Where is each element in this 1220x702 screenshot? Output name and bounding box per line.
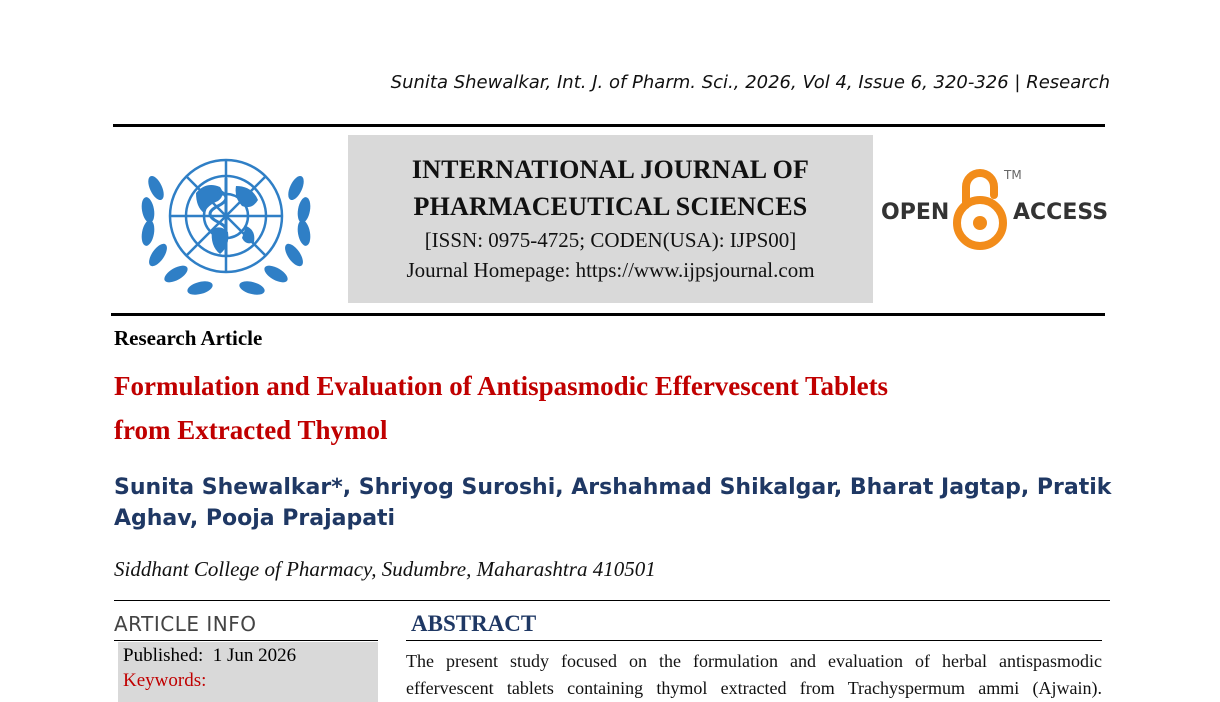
article-title-line2: from Extracted Thymol [114, 415, 388, 445]
journal-title-line2: PHARMACEUTICAL SCIENCES [413, 192, 808, 221]
article-info-rule [114, 640, 378, 641]
affiliation: Siddhant College of Pharmacy, Sudumbre, Maharashtra 410501 [114, 557, 656, 581]
abstract-line2: effervescent tablets containing thymol extracted from Trachyspermum ammi (Ajwain). [406, 678, 1102, 698]
authors-line1: Sunita Shewalkar*, Shriyog Suroshi, Arshahmad Shikalgar, Bharat Jagtap, Pratik [114, 475, 1112, 500]
published-date: 1 Jun 2026 [212, 645, 297, 666]
published-label: Published: [123, 645, 204, 666]
article-title [114, 364, 1104, 452]
header-rule-top [113, 124, 1105, 127]
published-row [123, 645, 296, 667]
citation-header: Sunita Shewalkar, Int. J. of Pharm. Sci., 2026, Vol 4, Issue 6, 320-326 | Research [390, 72, 1110, 93]
abstract-body [406, 648, 1102, 702]
open-access-lock-icon [952, 165, 1008, 256]
journal-homepage-link[interactable]: Journal Homepage: https://www.ijpsjournal.com [406, 258, 815, 282]
journal-title-box [348, 135, 873, 303]
open-access-trademark: TM [1004, 168, 1022, 182]
un-emblem-logo [126, 138, 326, 306]
abstract-line1: The present study focused on the formulation and evaluation of herbal antispasmodic [406, 651, 1102, 671]
journal-issn: [ISSN: 0975-4725; CODEN(USA): IJPS00] [424, 228, 797, 252]
section-divider [114, 600, 1110, 601]
open-access-word-open: OPEN [881, 200, 950, 225]
authors-line2: Aghav, Pooja Prajapati [114, 506, 396, 531]
article-title-line1: Formulation and Evaluation of Antispasmodic Effervescent Tablets [114, 371, 889, 401]
un-emblem-icon [126, 138, 326, 306]
header-rule-bottom [111, 313, 1105, 316]
keywords-label: Keywords: [123, 670, 207, 691]
article-info-heading: ARTICLE INFO [114, 612, 257, 636]
author-list [114, 472, 1114, 534]
journal-title-line1: INTERNATIONAL JOURNAL OF [411, 155, 810, 184]
abstract-rule [406, 640, 1102, 641]
article-type-label: Research Article [114, 326, 263, 350]
abstract-heading: ABSTRACT [411, 611, 537, 636]
open-access-word-access: ACCESS [1013, 200, 1109, 225]
